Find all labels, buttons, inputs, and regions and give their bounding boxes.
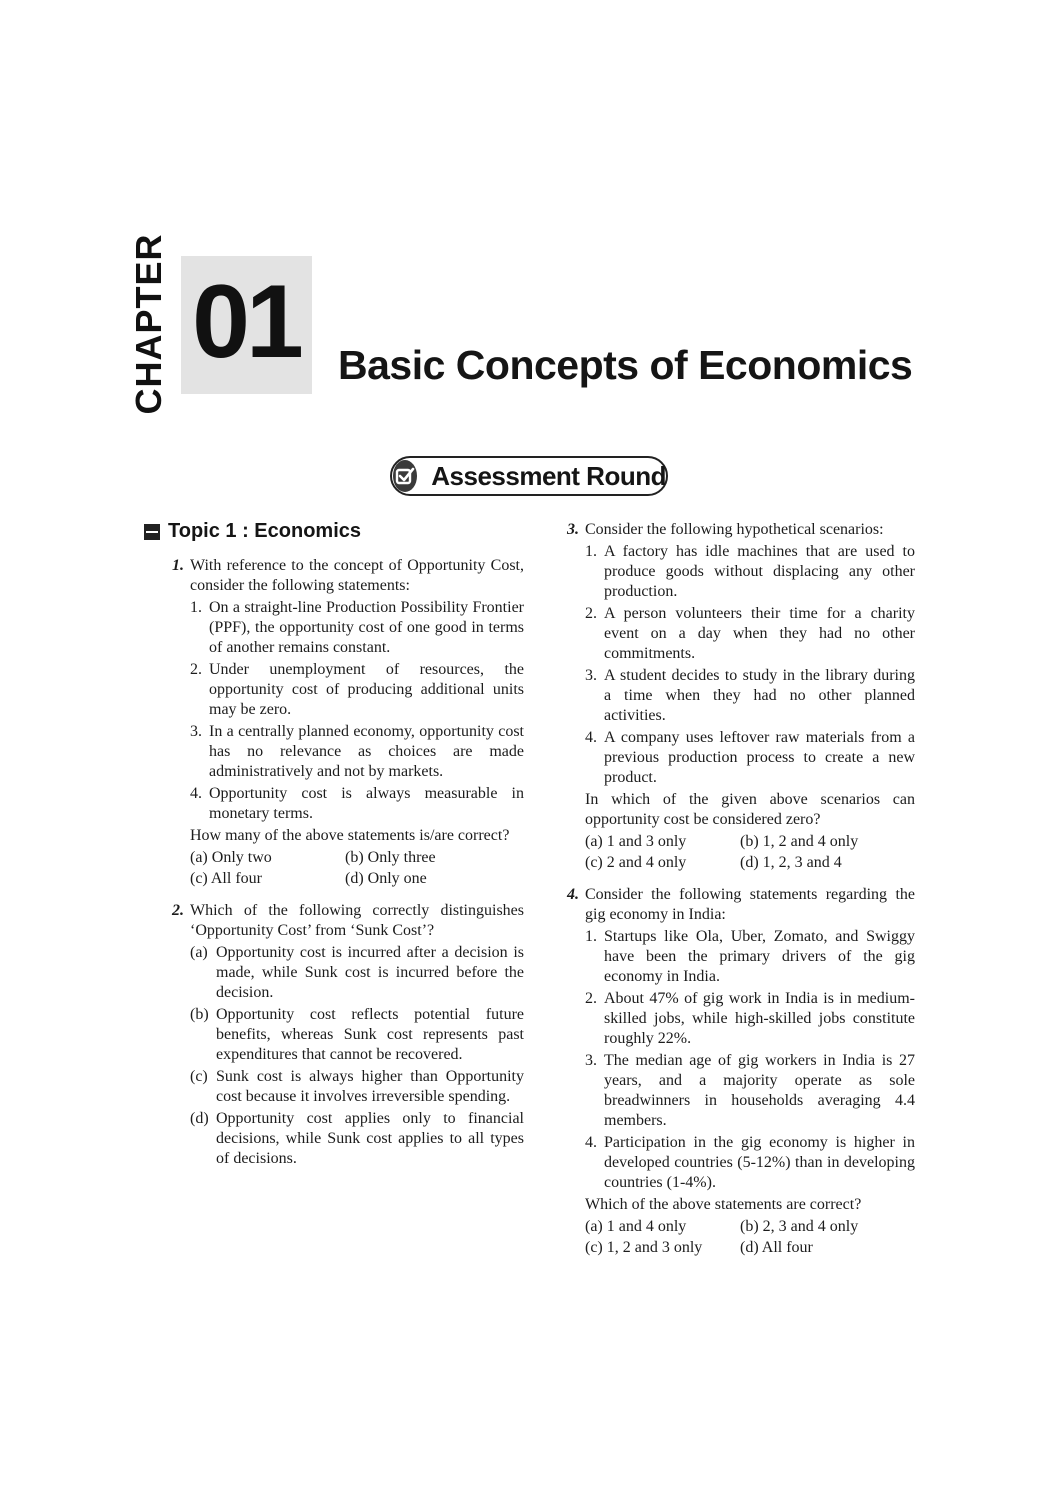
statement-number: 2.: [585, 990, 597, 1007]
answer-option: (c) All four: [190, 870, 262, 887]
statement-number: 2.: [585, 605, 597, 622]
chapter-title: Basic Concepts of Economics: [338, 342, 913, 388]
statement-text: In a centrally planned economy, opportunity cost has no relevance as choices are made administratively and not by markets.: [209, 723, 524, 780]
question-prompt: How many of the above statements is/are correct?: [190, 827, 510, 844]
question-text: Consider the following statements regarding the gig economy in India:: [585, 886, 915, 923]
statement: [585, 604, 915, 664]
question-number: 3.: [567, 521, 579, 538]
answer-option: (d) All four: [740, 1239, 813, 1256]
statement-text: A person volunteers their time for a charity event on a day when they had no other commitments.: [604, 605, 915, 662]
answer-option: (d) Only one: [345, 870, 427, 887]
answer-choices: [585, 832, 915, 873]
assessment-round-label: Assessment Round: [431, 460, 666, 491]
statement-list: [190, 598, 524, 824]
statement: [585, 989, 915, 1049]
statement-number: 3.: [585, 667, 597, 684]
answer-option: [190, 943, 524, 1003]
question-prompt: Which of the above statements are correct?: [585, 1196, 862, 1213]
question-number: 2.: [172, 902, 184, 919]
answer-option: (d) 1, 2, 3 and 4: [740, 854, 842, 871]
statement-text: About 47% of gig work in India is in medium-skilled jobs, while high-skilled jobs constitute roughly 22%.: [604, 990, 915, 1047]
answer-option: [190, 1005, 524, 1065]
statement-number: 4.: [190, 785, 202, 802]
chapter-number: 01: [192, 264, 300, 380]
statement: [190, 660, 524, 720]
statement: [585, 1133, 915, 1193]
minus-box-icon: [144, 524, 160, 540]
statement-number: 1.: [190, 599, 202, 616]
left-column: [160, 556, 524, 1181]
statement: [190, 784, 524, 824]
question-3: [555, 520, 915, 873]
question-text: Which of the following correctly distinguishes ‘Opportunity Cost’ from ‘Sunk Cost’?: [190, 902, 524, 939]
checkbox-icon: [393, 460, 417, 492]
answer-option: (c) 1, 2 and 3 only: [585, 1239, 703, 1256]
statement-text: Startups like Ola, Uber, Zomato, and Swiggy have been the primary drivers of the gig economy in India.: [604, 928, 915, 985]
statement: [585, 728, 915, 788]
answer-option: [190, 1109, 524, 1169]
question-text: With reference to the concept of Opportunity Cost, consider the following statements:: [190, 557, 524, 594]
question-prompt: In which of the given above scenarios can opportunity cost be considered zero?: [585, 791, 915, 828]
statement-number: 3.: [190, 723, 202, 740]
statement-list: [585, 927, 915, 1193]
statement-number: 4.: [585, 729, 597, 746]
question-4: [555, 885, 915, 1258]
statement: [190, 722, 524, 782]
statement: [585, 542, 915, 602]
question-number: 1.: [172, 557, 184, 574]
statement-number: 4.: [585, 1134, 597, 1151]
answer-option: (b) Only three: [345, 849, 436, 866]
question-number: 4.: [567, 886, 579, 903]
answer-choices: [585, 1217, 915, 1258]
statement: [585, 927, 915, 987]
option-text: Sunk cost is always higher than Opportunity cost because it involves irreversible spending.: [216, 1068, 524, 1105]
question-text: Consider the following hypothetical scenarios:: [585, 521, 884, 538]
answer-option: (b) 2, 3 and 4 only: [740, 1218, 859, 1235]
answer-choices: [190, 848, 524, 889]
option-letter: (d): [190, 1110, 209, 1127]
statement-number: 1.: [585, 543, 597, 560]
answer-option: (a) Only two: [190, 849, 272, 866]
statement-text: On a straight-line Production Possibility Frontier (PPF), the opportunity cost of one good in terms of another remains constant.: [209, 599, 524, 656]
option-letter: (b): [190, 1006, 209, 1023]
option-list: [190, 943, 524, 1169]
answer-option: (a) 1 and 3 only: [585, 833, 687, 850]
option-text: Opportunity cost reflects potential future benefits, whereas Sunk cost represents past expenditures that cannot be recovered.: [216, 1006, 524, 1063]
statement: [190, 598, 524, 658]
statement: [585, 1051, 915, 1131]
right-column: [555, 520, 915, 1270]
option-letter: (a): [190, 944, 208, 961]
statement-text: Under unemployment of resources, the opportunity cost of producing additional units may be zero.: [209, 661, 524, 718]
statement: [585, 666, 915, 726]
statement-number: 1.: [585, 928, 597, 945]
topic-heading: [144, 520, 361, 543]
statement-text: Opportunity cost is always measurable in monetary terms.: [209, 785, 524, 822]
answer-option: (c) 2 and 4 only: [585, 854, 687, 871]
option-text: Opportunity cost applies only to financial decisions, while Sunk cost applies to all types of decisions.: [216, 1110, 524, 1167]
assessment-round-banner: [390, 456, 668, 496]
answer-option: (a) 1 and 4 only: [585, 1218, 687, 1235]
statement-text: A student decides to study in the library during a time when they had no other planned activities.: [604, 667, 915, 724]
answer-option: (b) 1, 2 and 4 only: [740, 833, 859, 850]
statement-number: 2.: [190, 661, 202, 678]
statement-list: [585, 542, 915, 788]
statement-text: A factory has idle machines that are used to produce goods without displacing any other production.: [604, 543, 915, 600]
answer-option: [190, 1067, 524, 1107]
option-text: Opportunity cost is incurred after a decision is made, while Sunk cost is incurred before the decision.: [216, 944, 524, 1001]
topic-label: Topic 1 : Economics: [168, 520, 361, 542]
statement-text: The median age of gig workers in India is 27 years, and a majority operate as sole breadwinners in households averaging 4.4 members.: [604, 1052, 915, 1129]
statement-text: A company uses leftover raw materials from a previous production process to create a new product.: [604, 729, 915, 786]
option-letter: (c): [190, 1068, 208, 1085]
statement-number: 3.: [585, 1052, 597, 1069]
question-1: [160, 556, 524, 889]
question-2: [160, 901, 524, 1169]
chapter-label: CHAPTER: [128, 233, 169, 415]
statement-text: Participation in the gig economy is higher in developed countries (5-12%) than in developing countries (1-4%).: [604, 1134, 915, 1191]
